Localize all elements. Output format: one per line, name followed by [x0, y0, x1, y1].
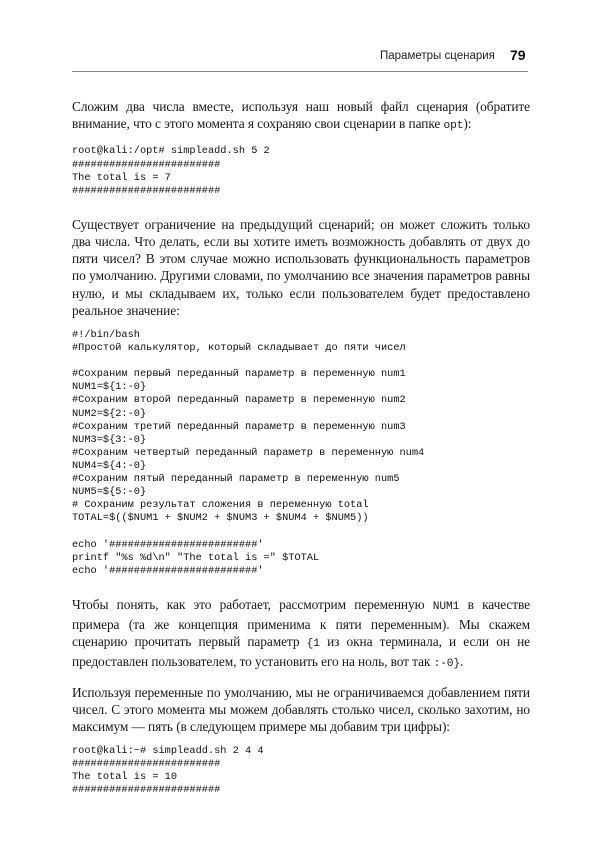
paragraph-intro-tail: ):: [463, 116, 472, 132]
paragraph-limitation: Существует ограничение на предыдущий сценарий; он может сложить только два числа. Что делать, если вы хотите иметь возможность добавлять от двух до пяти чисел? В этом случае можно использовать функциональность параметров по умолчанию. Другими словами, по умолчанию все значения параметров равны нулю, и мы складываем их, только если пользователем будет предоставлено реальное значение:: [72, 216, 530, 318]
header-rule: [72, 71, 528, 72]
paragraph-intro-text: Сложим два числа вместе, используя наш новый файл сценария (обратите внимание, что с этого момента я сохраняю свои сценарии в папке: [72, 99, 530, 132]
explanation-text-3: из окна терминала, и если он не предоставлен пользователем, то установить его на ноль, вот так: [72, 634, 530, 670]
explanation-text-4: .: [460, 654, 464, 670]
code-block-run-example: root@kali:/opt# simpleadd.sh 5 2 ######################## The total is = 7 ########################: [72, 145, 270, 197]
inline-code-opt: opt: [443, 120, 464, 133]
inline-code-num1: NUM1: [432, 600, 460, 613]
explanation-text-1: Чтобы понять, как это работает, рассмотрим переменную: [72, 596, 433, 612]
paragraph-explanation: [72, 596, 530, 674]
paragraph-defaults: Используя переменные по умолчанию, мы не ограничиваемся добавлением пяти чисел. С этого момента мы можем добавлять столько чисел, сколько захотим, но максимум — пять (в следующем примере мы добавим три цифры):: [72, 684, 530, 734]
page-content: [72, 98, 530, 798]
running-header-title: Параметры сценария: [380, 50, 495, 62]
paragraph-intro: [72, 98, 530, 135]
page-number: 79: [510, 47, 526, 63]
code-block-run-three-numbers: root@kali:~# simpleadd.sh 2 4 4 ######################## The total is = 10 ########################: [72, 745, 264, 797]
inline-code-param: {1: [306, 638, 320, 651]
inline-code-default: :-0}: [433, 658, 461, 671]
code-block-script: #!/bin/bash #Простой калькулятор, который складывает до пяти чисел #Сохраним первый переданный параметр в переменную num1 NUM1=${1:-0} #Сохраним второй переданный параметр в переменную num2 NUM2=${2:-0} #Сохраним третий переданный параметр в переменную num3 NUM3=${3:-0} #Сохраним четвертый переданный параметр в переменную num4 NUM4=${4:-0} #Сохраним пятый переданный параметр в переменную num5 NUM5=${5:-0} # Сохраним результат сложения в переменную total TOTAL=$(($NUM1 + $NUM2 + $NUM3 + $NUM4 + $NUM5)) echo '########################' printf "%s %d\n" "The total is =" $TOTAL echo '########################': [72, 329, 425, 577]
explanation-text-2: в качестве примера (та же концепция применима к пяти переменным). Мы скажем сценарию прочитать первый параметр: [72, 596, 530, 650]
